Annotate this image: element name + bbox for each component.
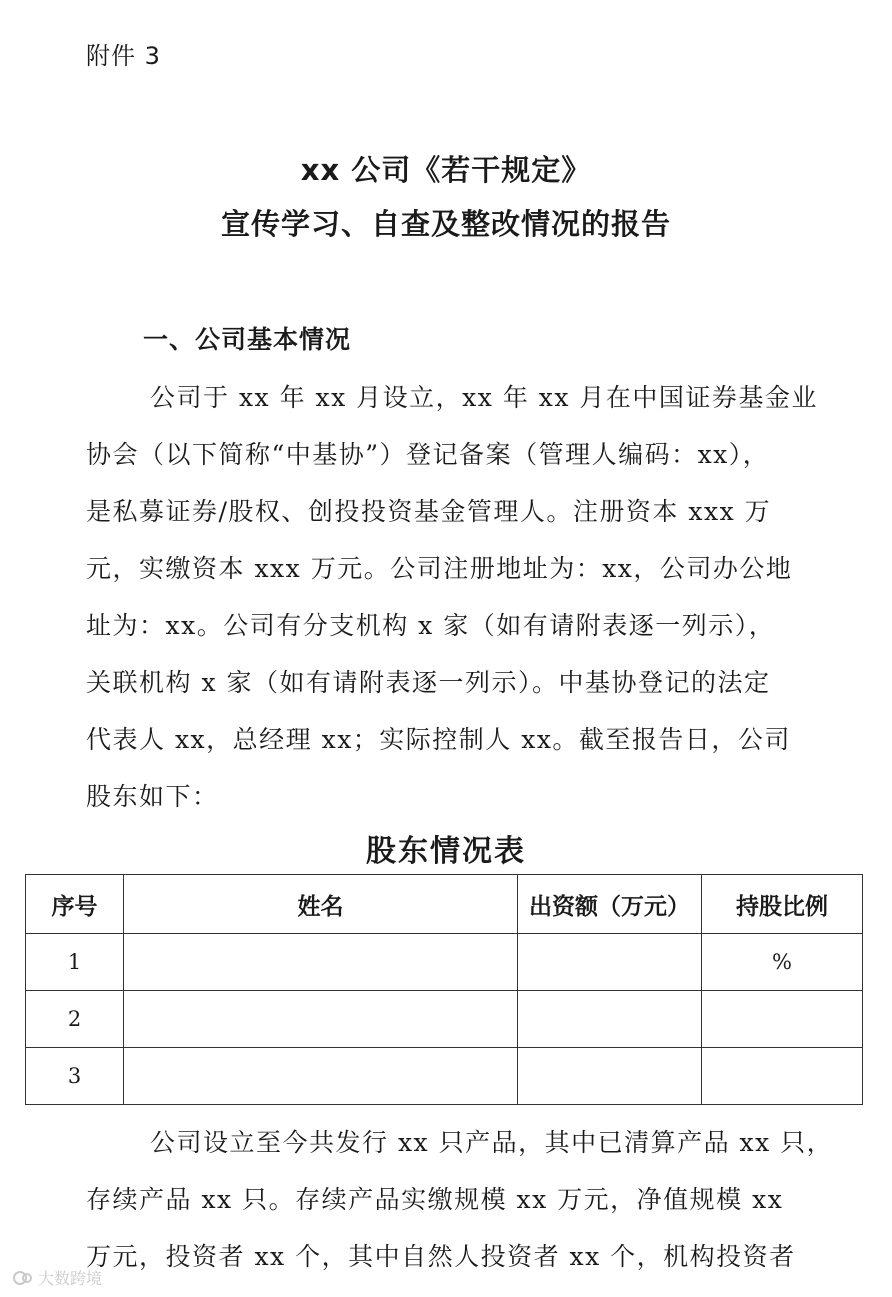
cell-share-ratio: % <box>702 934 863 991</box>
paragraph-line: 公司设立至今共发行 xx 只产品，其中已清算产品 xx 只， <box>150 1128 834 1157</box>
table-row <box>26 991 863 1048</box>
paragraph-line: 协会（以下简称“中基协”）登记备案（管理人编码：xx）， <box>86 440 770 469</box>
document-title-line2: 宣传学习、自查及整改情况的报告 <box>220 207 671 241</box>
table-title: 股东情况表 <box>366 834 526 869</box>
paragraph-line: 是私募证券/股权、创投投资基金管理人。注册资本 xxx 万 <box>86 497 772 526</box>
cell-contribution <box>518 934 702 991</box>
cell-index: 1 <box>26 934 124 991</box>
cell-name <box>124 1048 518 1105</box>
cell-name <box>124 991 518 1048</box>
header-contribution: 出资额（万元） <box>518 875 702 934</box>
watermark <box>12 1266 102 1289</box>
table-row <box>26 1048 863 1105</box>
paragraph-line: 代表人 xx，总经理 xx；实际控制人 xx。截至报告日，公司 <box>86 725 791 754</box>
section-heading: 一、公司基本情况 <box>143 325 352 354</box>
paragraph-line: 关联机构 x 家（如有请附表逐一列示）。中基协登记的法定 <box>86 668 771 697</box>
watermark-text: 大数跨境 <box>38 1269 103 1288</box>
cell-index: 3 <box>26 1048 124 1105</box>
paragraph-line: 址为：xx。公司有分支机构 x 家（如有请附表逐一列示）， <box>86 611 776 640</box>
attachment-label: 附件 3 <box>86 42 161 70</box>
cell-share-ratio <box>702 1048 863 1105</box>
cell-share-ratio <box>702 991 863 1048</box>
logo-icon <box>12 1269 34 1287</box>
cell-contribution <box>518 991 702 1048</box>
shareholders-table <box>25 874 863 1105</box>
paragraph-line: 元，实缴资本 xxx 万元。公司注册地址为：xx，公司办公地 <box>86 554 793 583</box>
paragraph-line: 万元，投资者 xx 个，其中自然人投资者 xx 个，机构投资者 <box>86 1242 796 1271</box>
cell-index: 2 <box>26 991 124 1048</box>
header-name: 姓名 <box>124 875 518 934</box>
table-header-row <box>26 875 863 934</box>
document-title-line1: xx 公司《若干规定》 <box>300 153 592 187</box>
table-row <box>26 934 863 991</box>
header-index: 序号 <box>26 875 124 934</box>
paragraph-line: 股东如下： <box>86 782 219 811</box>
cell-name <box>124 934 518 991</box>
paragraph-line: 公司于 xx 年 xx 月设立，xx 年 xx 月在中国证券基金业 <box>150 383 818 412</box>
header-share-ratio: 持股比例 <box>702 875 863 934</box>
cell-contribution <box>518 1048 702 1105</box>
paragraph-line: 存续产品 xx 只。存续产品实缴规模 xx 万元，净值规模 xx <box>86 1185 784 1214</box>
